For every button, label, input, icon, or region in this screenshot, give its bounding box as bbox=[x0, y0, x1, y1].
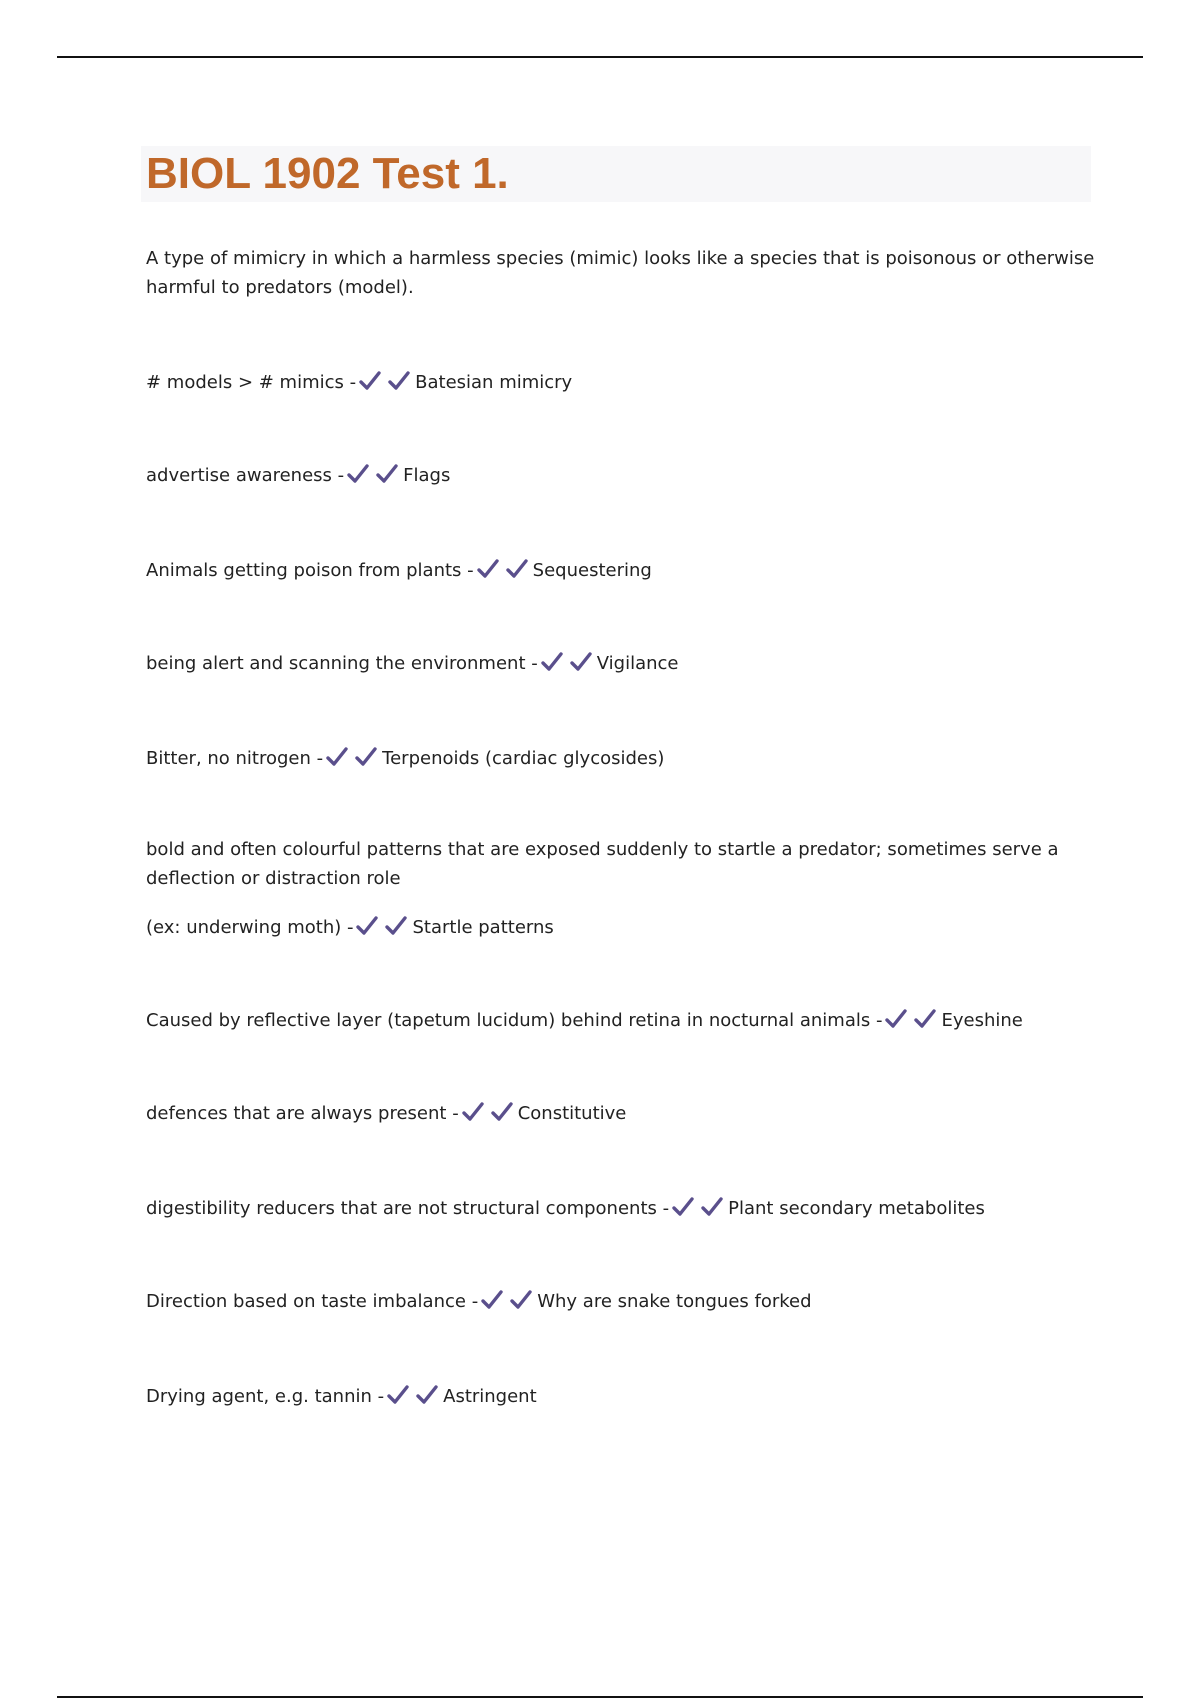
qa-item bbox=[146, 1006, 1096, 1035]
answer-text: Terpenoids (cardiac glycosides) bbox=[382, 748, 665, 769]
question-text: Caused by reflective layer (tapetum lucidum) behind retina in nocturnal animals bbox=[146, 1010, 871, 1031]
bottom-rule bbox=[57, 1696, 1143, 1698]
check-icon bbox=[325, 746, 349, 768]
question-line-1: bold and often colourful patterns that are exposed suddenly to startle a predator; sometimes serve a bbox=[146, 839, 1059, 860]
answer-text: Vigilance bbox=[596, 653, 679, 674]
check-icon bbox=[461, 1101, 485, 1123]
question-text: Direction based on taste imbalance bbox=[146, 1291, 466, 1312]
separator: - bbox=[531, 653, 538, 674]
check-icon bbox=[700, 1196, 724, 1218]
question-line-2: deflection or distraction role bbox=[146, 868, 401, 889]
intro-paragraph bbox=[146, 244, 1096, 302]
qa-item bbox=[146, 1099, 1096, 1128]
answer-text: Why are snake tongues forked bbox=[537, 1291, 812, 1312]
separator: - bbox=[452, 1103, 459, 1124]
check-icon bbox=[540, 651, 564, 673]
question-text: digestibility reducers that are not structural components bbox=[146, 1198, 657, 1219]
qa-item bbox=[146, 835, 1096, 942]
separator: - bbox=[316, 748, 324, 769]
question-text: Animals getting poison from plants bbox=[146, 560, 462, 581]
check-icon bbox=[375, 463, 399, 485]
qa-item bbox=[146, 461, 1096, 490]
separator: - bbox=[346, 917, 354, 938]
check-icon bbox=[346, 463, 370, 485]
top-rule bbox=[57, 56, 1143, 58]
question-text: being alert and scanning the environment bbox=[146, 653, 526, 674]
check-icon bbox=[505, 558, 529, 580]
answer-text: Startle patterns bbox=[412, 917, 554, 938]
intro-line-2: harmful to predators (model). bbox=[146, 277, 414, 298]
qa-item bbox=[146, 744, 1096, 773]
qa-item bbox=[146, 1382, 1096, 1411]
check-icon bbox=[358, 370, 382, 392]
separator: - bbox=[662, 1198, 670, 1219]
separator: - bbox=[349, 372, 357, 393]
question-text: defences that are always present bbox=[146, 1103, 447, 1124]
question-text: (ex: underwing moth) bbox=[146, 917, 342, 938]
qa-item bbox=[146, 1287, 1096, 1316]
question-text: advertise awareness bbox=[146, 465, 332, 486]
separator: - bbox=[337, 465, 345, 486]
check-icon bbox=[913, 1008, 937, 1030]
check-icon bbox=[355, 915, 379, 937]
check-icon bbox=[884, 1008, 908, 1030]
separator: - bbox=[467, 560, 474, 581]
check-icon bbox=[354, 746, 378, 768]
check-icon bbox=[476, 558, 500, 580]
answer-text: Flags bbox=[403, 465, 451, 486]
check-icon bbox=[384, 915, 408, 937]
qa-item bbox=[146, 649, 1096, 678]
check-icon bbox=[490, 1101, 514, 1123]
answer-text: Eyeshine bbox=[941, 1010, 1023, 1031]
answer-text: Plant secondary metabolites bbox=[728, 1198, 985, 1219]
separator: - bbox=[377, 1386, 385, 1407]
check-icon bbox=[387, 370, 411, 392]
check-icon bbox=[569, 651, 593, 673]
answer-text: Sequestering bbox=[532, 560, 652, 581]
check-icon bbox=[386, 1384, 410, 1406]
question-text: Drying agent, e.g. tannin bbox=[146, 1386, 372, 1407]
qa-item bbox=[146, 368, 1096, 397]
check-icon bbox=[480, 1289, 504, 1311]
question-text: # models > # mimics bbox=[146, 372, 344, 393]
check-icon bbox=[509, 1289, 533, 1311]
answer-text: Batesian mimicry bbox=[415, 372, 573, 393]
separator: - bbox=[875, 1010, 883, 1031]
qa-item bbox=[146, 556, 1096, 585]
check-icon bbox=[671, 1196, 695, 1218]
separator: - bbox=[471, 1291, 479, 1312]
intro-line-1: A type of mimicry in which a harmless species (mimic) looks like a species that is poisonous or otherwise bbox=[146, 248, 1095, 269]
qa-item bbox=[146, 1194, 1096, 1223]
document-title: BIOL 1902 Test 1. bbox=[146, 149, 509, 198]
question-text: Bitter, no nitrogen bbox=[146, 748, 311, 769]
check-icon bbox=[415, 1384, 439, 1406]
answer-text: Astringent bbox=[443, 1386, 537, 1407]
answer-text: Constitutive bbox=[517, 1103, 627, 1124]
